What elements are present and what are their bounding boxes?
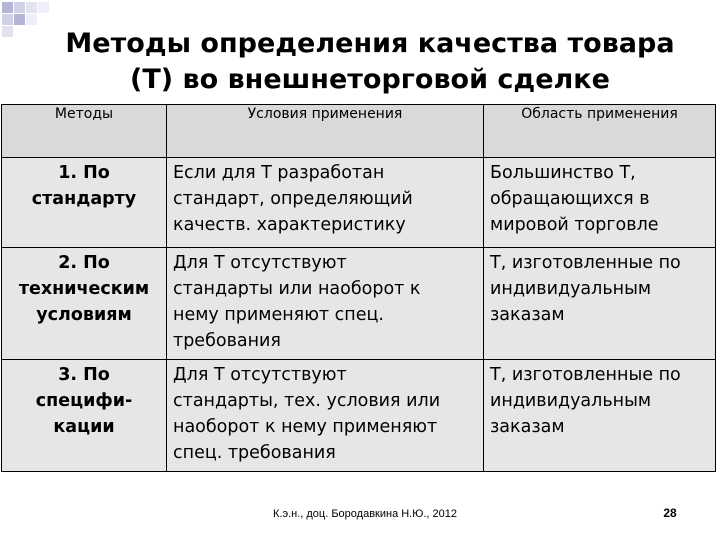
cell-line: наоборот к нему применяют — [173, 417, 438, 437]
cell-line: 1. По — [58, 163, 110, 183]
area-cell — [484, 158, 716, 248]
title-line: Методы определения качества товара — [65, 28, 675, 59]
cell-line: Т, изготовленные по — [490, 253, 681, 273]
cell-line: индивидуальным — [490, 391, 652, 411]
cell-line: качеств. характеристику — [173, 215, 406, 235]
cell-line: индивидуальным — [490, 279, 652, 299]
cell-line: Если для Т разработан — [173, 163, 385, 183]
cell-line: Большинство Т, — [490, 163, 636, 183]
cell-line: заказам — [490, 417, 565, 437]
cell-line: 2. По — [58, 253, 110, 273]
decor-square — [14, 2, 25, 13]
decor-square — [38, 2, 49, 13]
header-conditions: Условия применения — [167, 105, 484, 158]
table-row — [2, 360, 716, 472]
cell-line: кации — [53, 417, 115, 437]
page-number: 28 — [663, 506, 677, 520]
conditions-cell — [167, 158, 484, 248]
decor-square — [26, 14, 37, 25]
table-row — [2, 158, 716, 248]
title-line: (Т) во внешнеторговой сделке — [130, 64, 610, 95]
cell-line: условиям — [36, 305, 132, 325]
cell-line: стандарт, определяющий — [173, 189, 413, 209]
cell-line: 3. По — [58, 365, 110, 385]
area-cell — [484, 360, 716, 472]
cell-line: Для Т отсутствуют — [173, 253, 347, 273]
table-header-row — [2, 105, 716, 158]
decor-square — [14, 14, 25, 25]
cell-line: заказам — [490, 305, 565, 325]
cell-line: спец. требования — [173, 443, 336, 463]
cell-line: стандарты или наоборот к — [173, 279, 421, 299]
conditions-cell — [167, 360, 484, 472]
cell-line: обращающихся в — [490, 189, 650, 209]
cell-line: стандарту — [31, 189, 137, 209]
area-cell — [484, 248, 716, 360]
cell-line: требования — [173, 331, 281, 351]
cell-line: стандарты, тех. условия или — [173, 391, 441, 411]
cell-line: специфи- — [35, 391, 133, 411]
method-cell — [2, 248, 167, 360]
methods-table — [1, 104, 716, 472]
header-methods: Методы — [2, 105, 167, 158]
decor-square — [2, 26, 13, 37]
header-area: Область применения — [484, 105, 716, 158]
method-cell — [2, 360, 167, 472]
cell-line: Т, изготовленные по — [490, 365, 681, 385]
method-cell — [2, 158, 167, 248]
cell-line: Для Т отсутствуют — [173, 365, 347, 385]
cell-line: техническим — [18, 279, 150, 299]
decor-square — [2, 2, 13, 13]
decor-square — [2, 14, 13, 25]
conditions-cell — [167, 248, 484, 360]
slide-title — [40, 26, 700, 98]
table-row — [2, 248, 716, 360]
decor-square — [26, 2, 37, 13]
footer-author: К.э.н., доц. Бородавкина Н.Ю., 2012 — [273, 508, 457, 520]
cell-line: нему применяют спец. — [173, 305, 384, 325]
cell-line: мировой торговле — [490, 215, 659, 235]
